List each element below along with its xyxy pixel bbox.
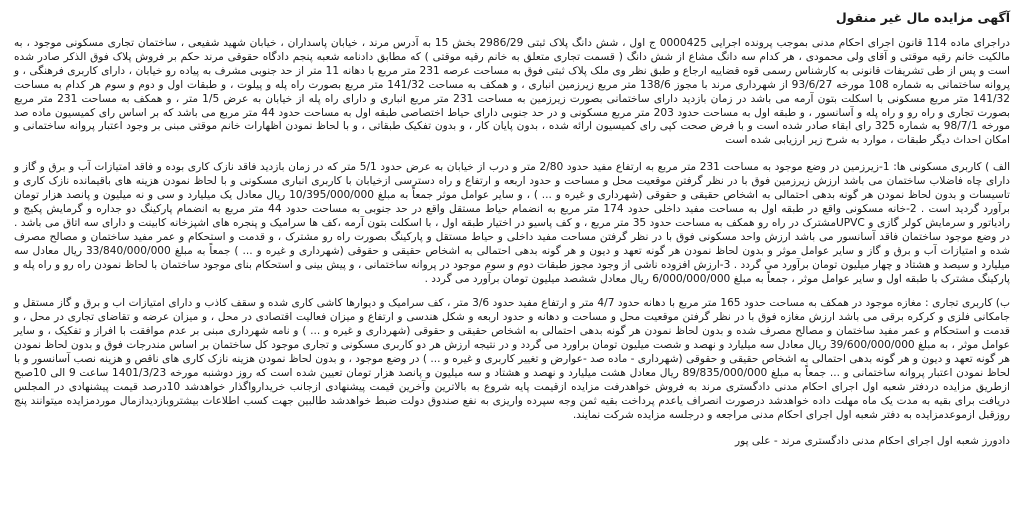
commercial-section-paragraph: ب) کاربری تجاری : مغازه موجود در همکف به مساحت حدود 165 متر مربع با دهانه حدود 4/7 متر و ارتفاع مفید حدود 3/6 متر ، کف سرامیک و دیوارها کاشی کاری شده و سقف کاذب و دارای امتیازات اب و برق و گاز مستقل و جامکانی فلزی و کرکره برقی می باشد ارزش مغازه فوق با در نظر گرفتن موقعیت محل و مساحت و دهانه و حدود اربعه و شکل هندسی و ارتفاع و میزان فعالیت اقتصادی در محل ، و میزان عرضه و تقاضای تجاری در محل ، و قدمت و استحکام و عمر مفید ساختمان و مصالح مصرف شده و بدون لحاظ نمودن هر گونه بدهی احتمالی به اشخاص حقیقی و حقوقی (شهرداری و غیره و ... ) و نامه شهرداری مبنی بر عدم موافقت با افراز و تفکیک ، و سایر عوامل موثر ، به مبلغ 39/600/000/000 ریال معادل سه میلیارد و نهصد و شصت میلیون تومان براورد می گردد و در نتیجه ارزش هر دو کاربری مسکونی و تجاری موجود کل ساختمان بر اساس مندرجات فوق و بدون لحاظ نمودن هر گونه تعهد و دیون و هر گونه بدهی احتمالی به اشخاص حقیقی و حقوقی (شهرداری - ماده صد -عوارض و تغییر کاربری و غیره و ... ) در وضع موجود ، و بدون لحاظ نمودن هزینه نازک کاری های ناقص و هزینه نصب آسانسور و با لحاظ نمودن اعتبار پروانه ساختمانی و ... جمعاً به مبلغ 89/835/000/000 ریال معادل هشت میلیارد و نهصد و هشتاد و سه میلیون و پانصد هزار تومان تعیین شده است که روز دوشنبه مورخه 1401/3/23 ساعت 9 الی 10صبح ازطریق مزایده دردفتر شعبه اول اجرای احکام مدنی دادگستری مرند به فروش خواهدرفت مزایده ازقیمت پایه شروع به بالاترین وآخرین قیمت پیشنهادی ازجانب خریدارواگذار خواهدشد 10درصد قیمت پیشنهادی در المجلس دریافت برای بقیه به مدت یک ماه مهلت داده خواهدشد درصورت انصراف یاعدم پرداخت بقیه ثمن وجه سپرده واریزی به نفع صندوق دولت ضبط خواهدشد طالبین جهت کسب اطلاعات بیشتروبازدیدازمال موردمزایده میتوانند پنج روزقبل ازموعدمزایده به دفتر شعبه اول اجرای احکام مدنی مراجعه و درجلسه مزایده شرکت نمایند. [14, 297, 1010, 421]
intro-paragraph: دراجرای ماده 114 قانون اجرای احکام مدنی بموجب پرونده اجرایی 0000425 ج اول ، شش دانگ پلاک ثبتی 2986/29 بخش 15 به آدرس مرند ، خیابان پاسداران ، خیابان شهید شفیعی ، ساختمان تجاری مسکونی موجود ، به مالکیت خانم رقیه موقتی و آقای ولی محمودی ، هر کدام سه دانگ مشاع از شش دانگ ( قسمت تجاری متعلق به خانم رقیه موقتی ) که مطابق دادنامه شعبه پنجم دادگاه حقوقی مرند حکم بر فروش پلاک فوق الذکر صادر شده است و پس از طی تشریفات قانونی به کارشناس رسمی قوه قضاییه ارجاع و طبق نظر وی ملک پلاک ثبتی فوق به مساحت عرصه 231 متر مربع با دهانه 11 متر از حد جنوبی مشرف به پیاده رو خیابان ، دارای کاربری فرهنگی ، و پروانه ساختمانی به شماره 108 مورخه 93/6/27 از شهرداری مرند با مجوز 138/6 متر مربع زیرزمین انباری ، و همکف به مساحت 141/32 متر مربع بصورت راه پله و پیلوت ، و طبقات اول و دوم و سوم هر کدام به مساحت 141/32 متر مربع مسکونی با اسکلت بتون آرمه می باشد در زمان بازدید دارای ساختمانی بصورت زیرزمین به مساحت 231 متر مربع انباری و دارای راه پله از خیابان به عرض 1/5 متر ، و همکف به مساحت 231 متر مربع بصورت تجاری و راه رو و راه پله و آسانسور ، و طبقه اول به مساحت حدود 203 متر مربع مسکونی و در حد جنوبی دارای حیاط اختصاصی طبقه اول به مساحت حدود 44 متر مربع می باشد که بر اساس رای کمیسیون ماده صد مورخه 98/7/1 به شماره 325 رای ابقاء صادر شده است و با فرض صحت کپی رای کمیسیون ارائه شده ، بدون پایان کار ، و بدون تفکیک طبقاتی ، و با لحاظ نمودن اظهارات خانم موقتی مبنی بر وجود اعتبار پروانه ساختمانی و امکان احداث دیگر طبقات ، موارد به شرح زیر ارزیابی شده است [14, 37, 1011, 147]
notice-title: آگهی مزایده مال غیر منقول [835, 10, 1010, 25]
residential-section-paragraph: الف ) کاربری مسکونی ها: 1-زیرزمین در وضع موجود به مساحت 231 متر مربع به ارتفاع مفید حدود 2/80 متر و درب از خیابان به عرض حدود 5/1 متر که در زمان بازدید فاقد نازک کاری بوده و فاقد امتیازات آب و برق و گاز و دارای چاه فاضلاب ساختمان می باشد ارزش زیرزمین فوق با در نظر گرفتن موقعیت محل و مساحت و حدود اربعه و ارتفاع و راه دسترسی ازخیابان با کاربری انباری مسکونی و با لحاظ نمودن هزینه های باقیمانده نازک کاری و تاسیسات و بدون لحاظ نمودن هر گونه بدهی احتمالی به اشخاص حقیقی و حقوقی (شهرداری و غیره و ... ) ، و سایر عوامل موثر جمعاً به مبلغ 10/395/000/000 ریال معادل یک میلیارد و سی و نه میلیون و پانصد هزار تومان برآورد گردید است . 2-خانه مسکونی واقع در طبقه اول به مساحت مفید داخلی حدود 174 متر مربع به انضمام حیاط مستقل واقع در حد جنوبی به مساحت حدود 44 متر مربع به انضمام پارکینگ دو جداره و گرمایش پکیج و رادیاتور و سرمایش کولر گازی و UPVCمشترک در راه رو همکف به مساحت حدود 35 متر مربع ، و کف پاسیو در اختیار طبقه اول ، با اسکلت بتون آرمه ،کف ها سرامیک و پنجره های اشپزخانه کابینت و دارای سه اتاق می باشد . در وضع موجود ساختمان فاقد آسانسور می باشد ارزش واحد مسکونی فوق با در نظر گرفتن مساحت مفید داخلی و حیاط مستقل و پارکینگ بصورت راه رو مشترک ، و قدمت و استحکام و عمر مفید ساختمان و مصالح مصرف شده و امتیازات آب و برق و گاز و سایر عوامل موثر و بدون لحاظ نمودن هر گونه تعهد و دیون و هر گونه بدهی احتمالی به اشخاص حقیقی و حقوقی (شهرداری و غیره و ... ) جمعاً به مبلغ 33/840/000/000 ریال معادل سه میلیارد و سیصد و هشتاد و چهار میلیون تومان برآورد می گردد . 3-ارزش افزوده ناشی از وجود مجوز طبقات دوم و سوم موجود در پروانه ساختمانی ، و پیش بینی و استحکام بنای موجود ساختمان با لحاظ نمودن راه رو و راه پله و پارکینگ مشترک با طبقه اول و سایر عوامل موثر ، جمعاً به مبلغ 6/000/000/000 ریال معادل ششصد میلیون تومان برآورد می گردد . [14, 161, 1011, 285]
signature-line: دادورز شعبه اول اجرای احکام مدنی دادگستری مرند - علی پور [735, 434, 1010, 447]
